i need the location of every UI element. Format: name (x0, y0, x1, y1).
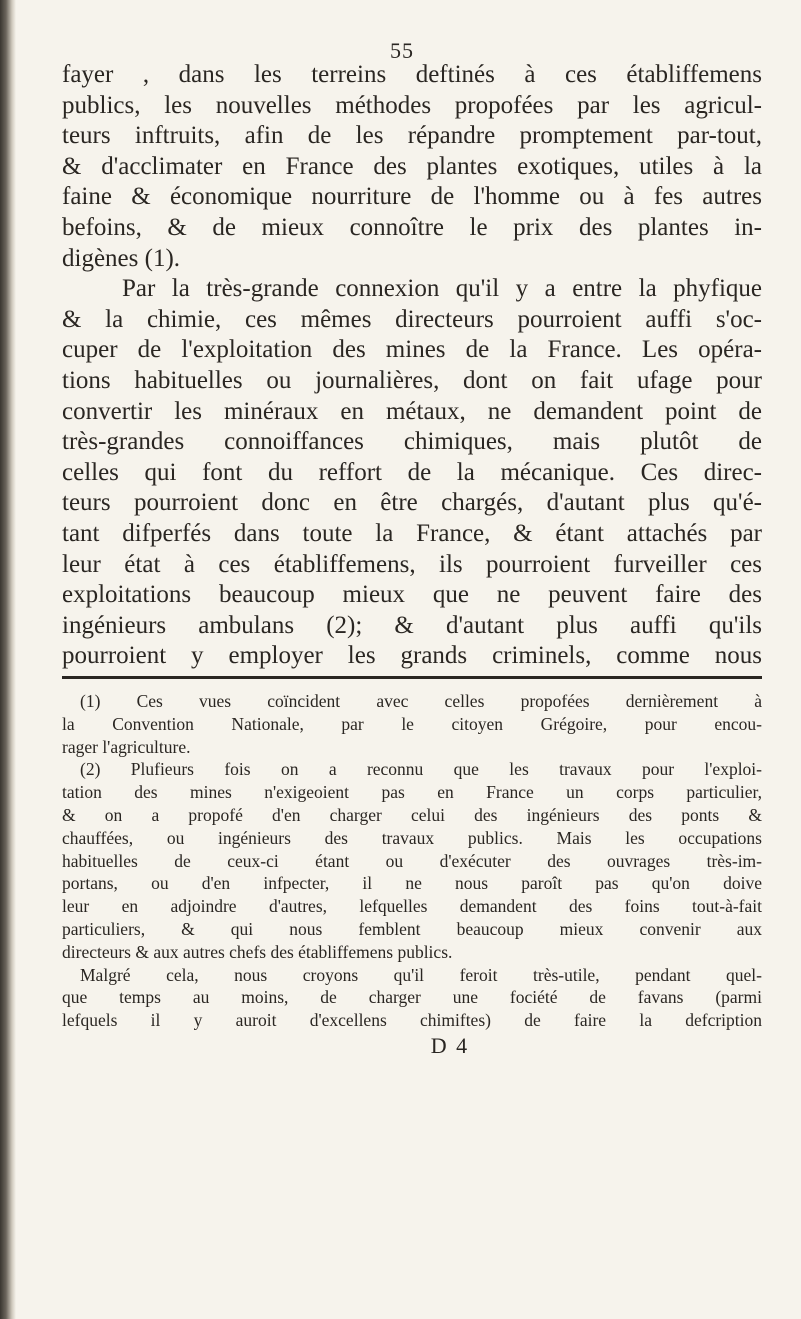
footnote-line: lefquels il y auroit d'excellens chimiftes) de faire la defcription (62, 1010, 762, 1031)
footnote-line: chauffées, ou ingénieurs des travaux publics. Mais les occupations (62, 827, 762, 848)
text-line: exploitations beaucoup mieux que ne peuvent faire des (62, 581, 762, 609)
footnotes (62, 690, 762, 1032)
text-line: teurs pourroient donc en être chargés, d'autant plus qu'é- (62, 489, 762, 517)
footnote-line: Malgré cela, nous croyons qu'il feroit très-utile, pendant quel- (80, 964, 762, 985)
text-line: & la chimie, ces mêmes directeurs pourroient auffi s'oc- (62, 305, 762, 333)
text-line: ingénieurs ambulans (2); & d'autant plus auffi qu'ils (62, 611, 762, 639)
text-line: pourroient y employer les grands criminels, comme nous (62, 642, 762, 670)
text-line: teurs inftruits, afin de les répandre promptement par-tout, (62, 122, 762, 150)
text-line: leur état à ces établiffemens, ils pourroient furveiller ces (62, 550, 762, 578)
text-line: convertir les minéraux en métaux, ne demandent point de (62, 397, 762, 425)
footnote-line: leur en adjoindre d'autres, lefquelles demandent des foins tout-à-fait (62, 896, 762, 917)
text-line: celles qui font du reffort de la mécanique. Ces direc- (62, 458, 762, 486)
footnote-line: particuliers, & qui nous femblent beaucoup mieux convenir aux (62, 918, 762, 939)
main-text (62, 60, 762, 672)
footnote-line: & on a propofé d'en charger celui des ingénieurs des ponts & (62, 804, 762, 825)
text-line: publics, les nouvelles méthodes propofées par les agricul- (62, 91, 762, 119)
footnote-line: directeurs & aux autres chefs des établiffemens publics. (62, 941, 453, 962)
text-line: befoins, & de mieux connoître le prix des plantes in- (62, 213, 762, 241)
footnote-line: la Convention Nationale, par le citoyen Grégoire, pour encou- (62, 713, 762, 734)
text-line: très-grandes connoiffances chimiques, mais plutôt de (62, 428, 762, 456)
text-line: faine & économique nourriture de l'homme ou à fes autres (62, 183, 762, 211)
footnote-line: rager l'agriculture. (62, 736, 191, 757)
text-line: digènes (1). (62, 244, 181, 272)
footnote-line: que temps au moins, de charger une fociété de favans (parmi (62, 987, 762, 1008)
signature-mark: D 4 (430, 1033, 470, 1058)
text-line: fayer , dans les terreins deftinés à ces établiffemens (62, 61, 762, 88)
footnote-line: tation des mines n'exigeoient pas en France un corps particulier, (62, 782, 762, 803)
footnote-line: (2) Plufieurs fois on a reconnu que les travaux pour l'exploi- (80, 759, 762, 780)
text-line: cuper de l'exploitation des mines de la France. Les opéra- (62, 336, 762, 364)
page-binding-edge (0, 0, 16, 1319)
text-line: & d'acclimater en France des plantes exotiques, utiles à la (62, 152, 762, 180)
footnote-line: portans, ou d'en infpecter, il ne nous paroît pas qu'on doive (62, 873, 762, 894)
text-line: Par la très-grande connexion qu'il y a entre la phyfique (122, 275, 762, 303)
text-line: tions habituelles ou journalières, dont on fait ufage pour (62, 366, 762, 394)
text-line: tant difperfés dans toute la France, & étant attachés par (62, 519, 762, 547)
footnote-line: habituelles de ceux-ci étant ou d'exécuter des ouvrages très-im- (62, 850, 762, 871)
footnote-line: (1) Ces vues coïncident avec celles propofées dernièrement à (80, 691, 762, 711)
footnote-divider (62, 676, 762, 679)
page-number: 55 (390, 38, 414, 63)
